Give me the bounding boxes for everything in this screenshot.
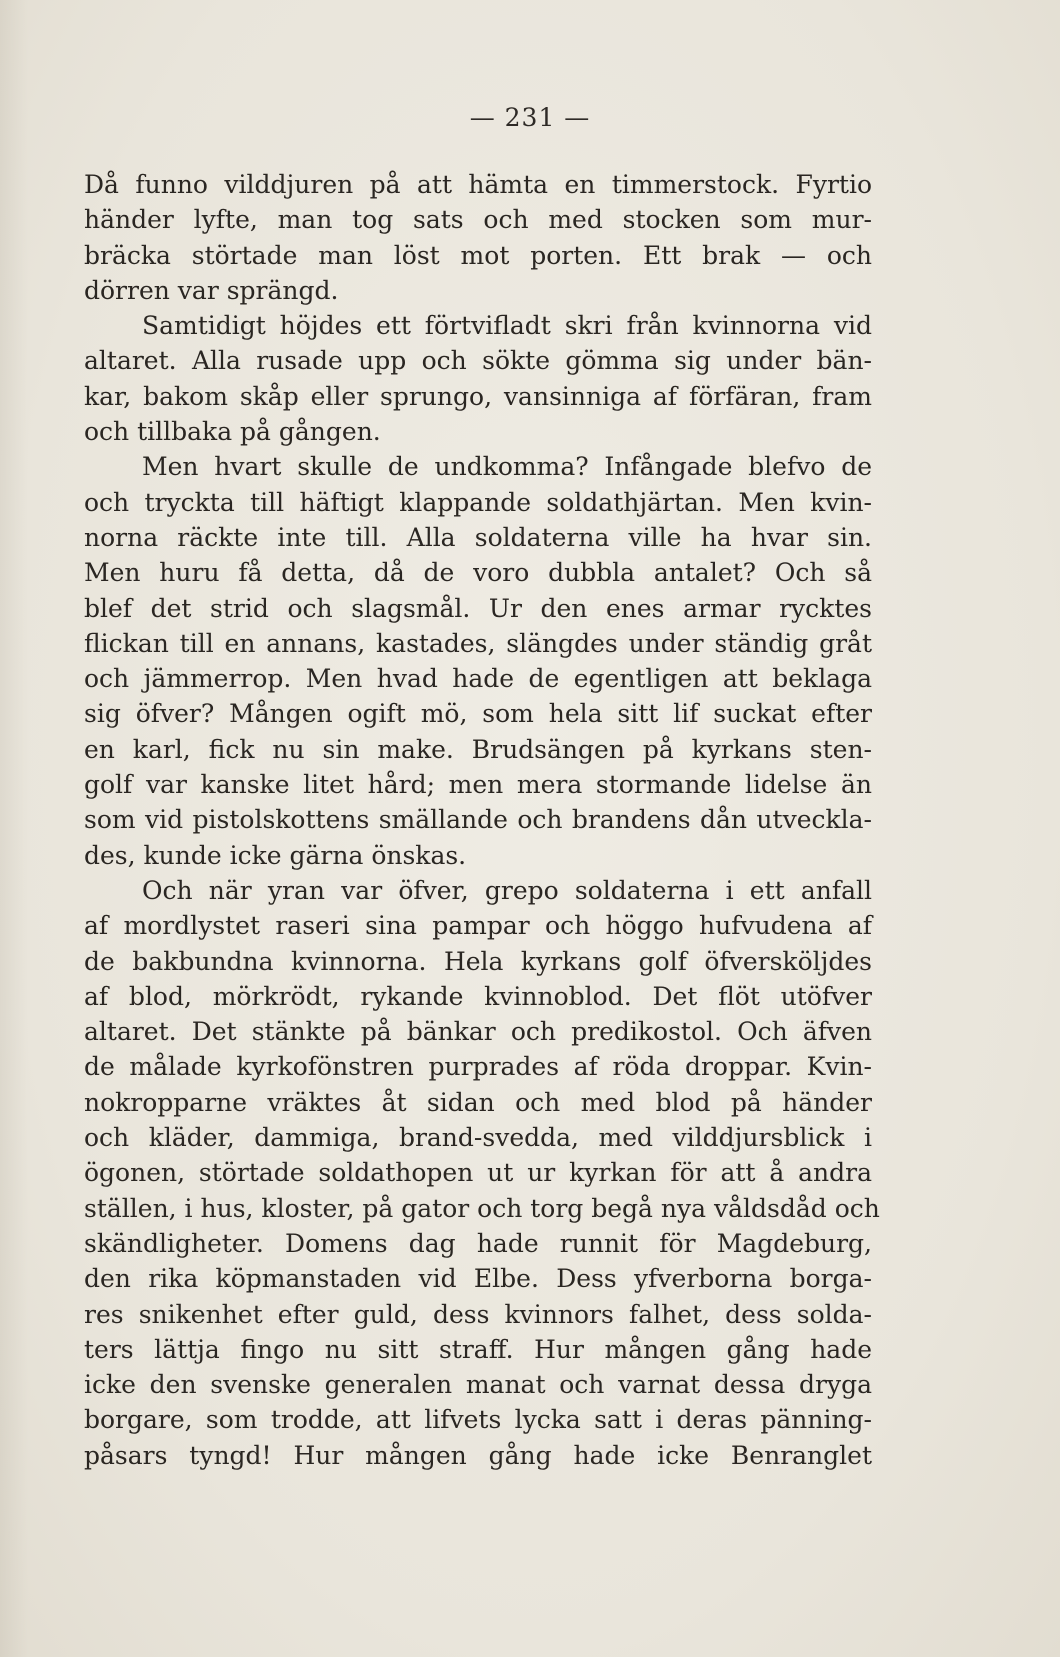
text-line: de bakbundna kvinnorna. Hela kyrkans golf öfversköljdes (84, 946, 872, 976)
text-line: Men hvart skulle de undkomma? Infångade blefvo de (142, 452, 872, 482)
text-line: och tillbaka på gången. (84, 417, 381, 447)
page-number: — 231 — (469, 103, 591, 132)
text-line: af blod, mörkrödt, rykande kvinnoblod. Det flöt utöfver (84, 981, 872, 1011)
text-line: en karl, fick nu sin make. Brudsängen på kyrkans sten- (84, 734, 872, 764)
text-line: nokropparne vräktes åt sidan och med blod på händer (84, 1087, 872, 1117)
text-line: ters lättja fingo nu sitt straff. Hur mången gång hade (84, 1334, 872, 1364)
text-line: blef det strid och slagsmål. Ur den enes armar rycktes (84, 593, 872, 623)
text-line: skändligheter. Domens dag hade runnit för Magdeburg, (84, 1228, 872, 1258)
text-line: icke den svenske generalen manat och varnat dessa dryga (84, 1370, 872, 1400)
text-line: borgare, som trodde, att lifvets lycka satt i deras pänning- (84, 1405, 872, 1435)
text-line: och jämmerrop. Men hvad hade de egentligen att beklaga (84, 664, 872, 694)
text-line: händer lyfte, man tog sats och med stocken som mur- (84, 205, 872, 235)
text-line: flickan till en annans, kastades, slängdes under ständig gråt (84, 628, 872, 658)
text-line: dörren var sprängd. (84, 275, 339, 305)
text-line: Då funno vilddjuren på att hämta en timmerstock. Fyrtio (84, 170, 872, 199)
text-line: af mordlystet raseri sina pampar och höggo hufvudena af (84, 911, 872, 941)
text-line: kar, bakom skåp eller sprungo, vansinniga af förfäran, fram (84, 381, 872, 411)
text-line: ställen, i hus, kloster, på gator och torg begå nya våldsdåd och (84, 1193, 880, 1223)
text-line: Och när yran var öfver, grepo soldaterna i ett anfall (142, 875, 872, 905)
text-line: och tryckta till häftigt klappande soldathjärtan. Men kvin- (84, 487, 872, 517)
text-line: norna räckte inte till. Alla soldaterna ville ha hvar sin. (84, 522, 872, 552)
text-line: Men huru få detta, då de voro dubbla antalet? Och så (84, 558, 872, 588)
text-line: som vid pistolskottens smällande och brandens dån utveckla- (84, 805, 872, 835)
text-line: Samtidigt höjdes ett förtvifladt skri från kvinnorna vid (142, 311, 872, 341)
text-line: des, kunde icke gärna önskas. (84, 840, 467, 870)
text-line: bräcka störtade man löst mot porten. Ett brak — och (84, 240, 872, 270)
text-line: res snikenhet efter guld, dess kvinnors falhet, dess solda- (84, 1299, 872, 1329)
text-line: ögonen, störtade soldathopen ut ur kyrkan för att å andra (84, 1158, 872, 1188)
text-line: den rika köpmanstaden vid Elbe. Dess yfverborna borga- (84, 1264, 872, 1294)
text-line: sig öfver? Mången ogift mö, som hela sitt lif suckat efter (84, 699, 872, 729)
text-line: altaret. Alla rusade upp och sökte gömma sig under bän- (84, 346, 872, 376)
body-text (84, 167, 880, 1473)
text-line: påsars tyngd! Hur mången gång hade icke Benranglet (84, 1440, 872, 1470)
text-line: altaret. Det stänkte på bänkar och predikostol. Och äfven (84, 1017, 872, 1047)
text-line: golf var kanske litet hård; men mera stormande lidelse än (84, 770, 872, 800)
text-line: de målade kyrkofönstren purprades af röda droppar. Kvin- (84, 1052, 872, 1082)
text-line: och kläder, dammiga, brand-svedda, med vilddjursblick i (84, 1123, 872, 1153)
